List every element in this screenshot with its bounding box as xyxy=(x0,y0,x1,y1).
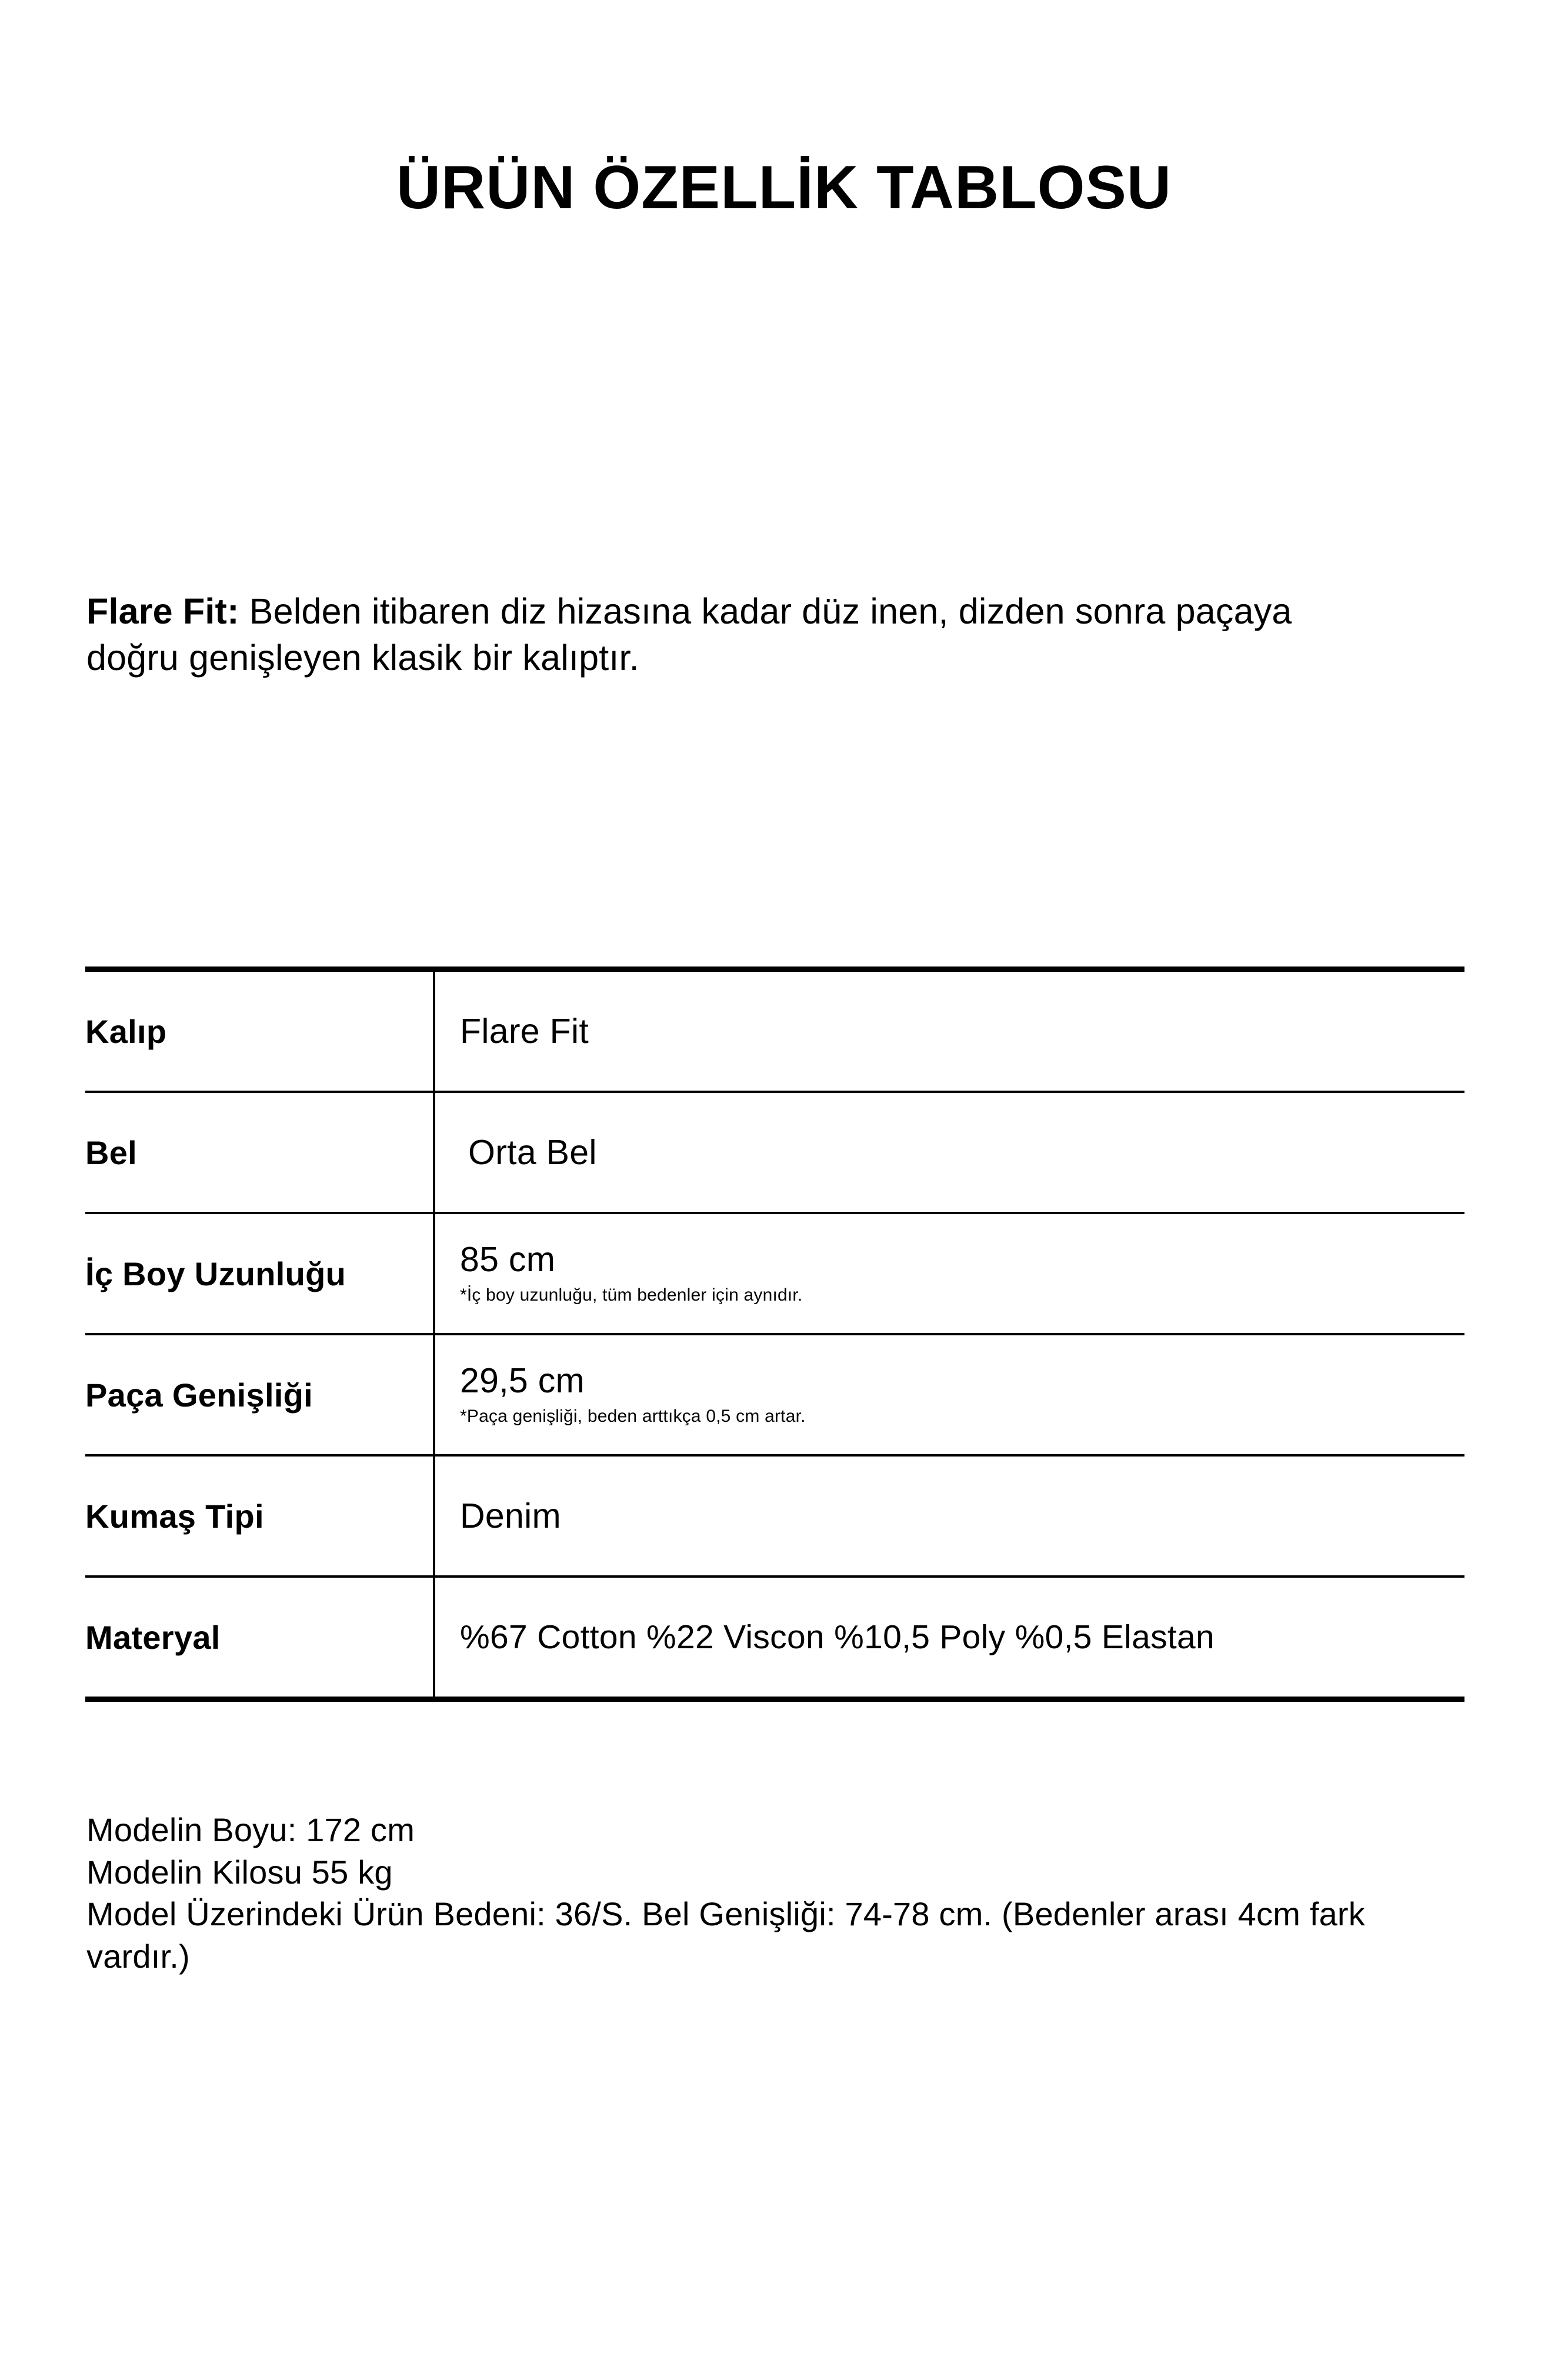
model-height-note: Modelin Boyu: 172 cm xyxy=(86,1811,415,1848)
spec-value-text: Denim xyxy=(460,1496,561,1535)
spec-label-materyal: Materyal xyxy=(85,1578,435,1697)
table-row xyxy=(85,1457,1464,1578)
spec-value-text: Flare Fit xyxy=(460,1011,589,1051)
spec-value-text: 29,5 cm xyxy=(460,1361,585,1401)
model-size-note: Model Üzerindeki Ürün Bedeni: 36/S. Bel Genişliği: 74-78 cm. (Bedenler arası 4cm fark vardır.) xyxy=(86,1895,1374,1975)
fit-description-body: Belden itibaren diz hizasına kadar düz inen, dizden sonra paçaya doğru genişleyen klasik bir kalıptır. xyxy=(86,591,1292,678)
spec-value-kumas-tipi xyxy=(435,1457,1464,1575)
fit-description-lead: Flare Fit: xyxy=(86,591,239,631)
spec-label-kalip: Kalıp xyxy=(85,972,435,1091)
spec-value-kalip xyxy=(435,972,1464,1091)
spec-value-paca-genisligi xyxy=(435,1335,1464,1454)
spec-value-footnote: *İç boy uzunluğu, tüm bedenler için aynıdır. xyxy=(460,1285,803,1305)
spec-value-text: Orta Bel xyxy=(468,1132,597,1172)
spec-label-ic-boy-uzunlugu: İç Boy Uzunluğu xyxy=(85,1214,435,1333)
model-info-notes xyxy=(86,1809,1433,1978)
spec-label-kumas-tipi: Kumaş Tipi xyxy=(85,1457,435,1575)
table-row xyxy=(85,1578,1464,1697)
table-row xyxy=(85,1214,1464,1335)
spec-value-ic-boy-uzunlugu xyxy=(435,1214,1464,1333)
spec-table xyxy=(85,966,1464,1702)
model-weight-note: Modelin Kilosu 55 kg xyxy=(86,1853,393,1891)
page-title: ÜRÜN ÖZELLİK TABLOSU xyxy=(396,154,1172,222)
spec-value-bel xyxy=(435,1093,1464,1212)
fit-description xyxy=(86,588,1369,682)
spec-value-footnote: *Paça genişliği, beden arttıkça 0,5 cm artar. xyxy=(460,1407,806,1427)
table-row xyxy=(85,1093,1464,1214)
table-row xyxy=(85,972,1464,1093)
spec-value-materyal xyxy=(435,1578,1464,1697)
spec-value-text: 85 cm xyxy=(460,1240,556,1279)
spec-label-bel: Bel xyxy=(85,1093,435,1212)
table-row xyxy=(85,1335,1464,1457)
spec-value-text: %67 Cotton %22 Viscon %10,5 Poly %0,5 Elastan xyxy=(460,1618,1215,1656)
spec-label-paca-genisligi: Paça Genişliği xyxy=(85,1335,435,1454)
